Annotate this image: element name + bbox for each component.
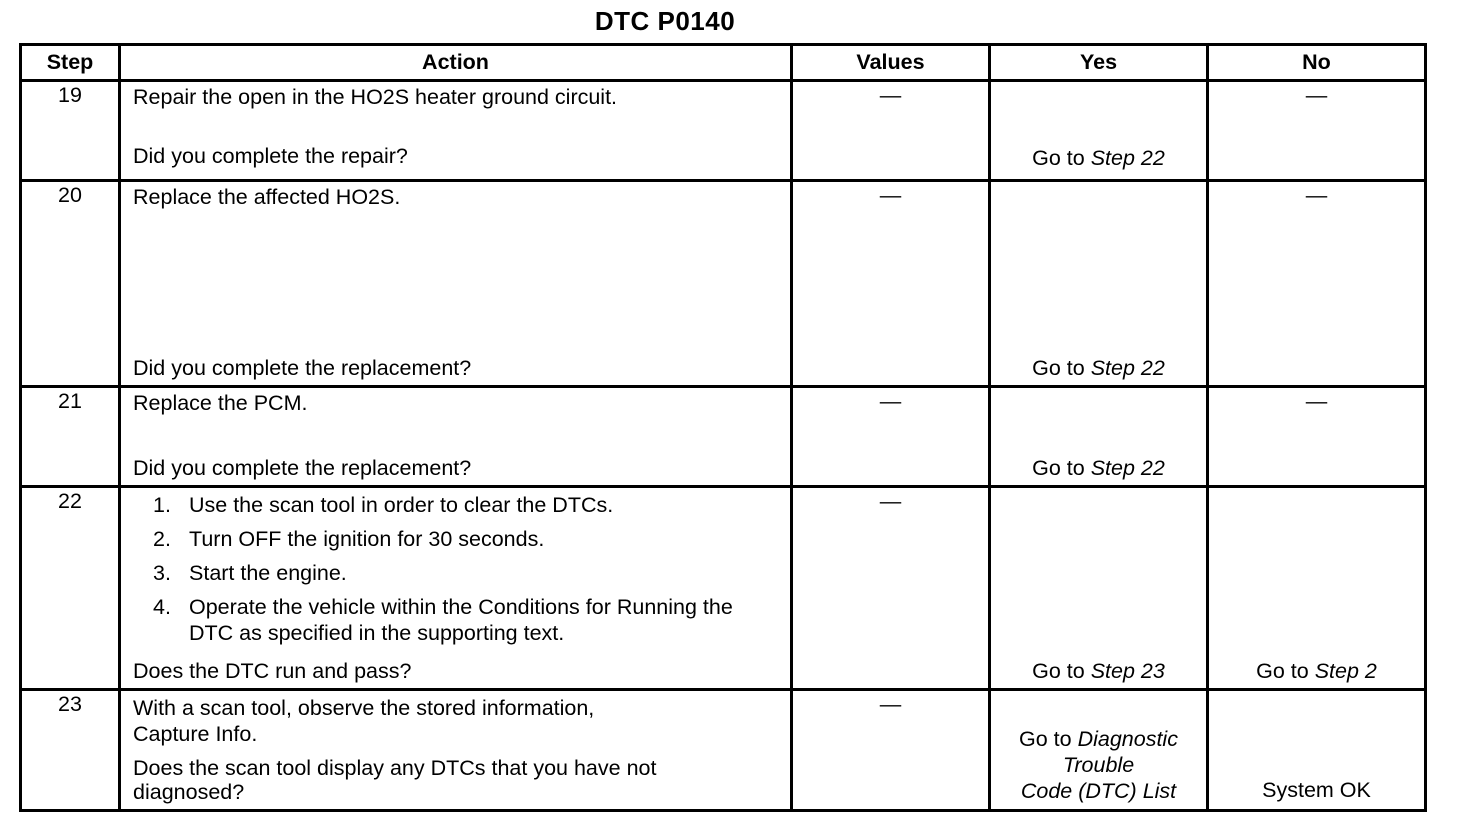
action-cell <box>120 181 792 387</box>
list-item <box>133 492 780 518</box>
yes-goto <box>991 658 1206 685</box>
values-cell <box>792 487 990 690</box>
yes-line <box>991 778 1206 804</box>
list-text: Operate the vehicle within the Conditions for Running the DTC as specified in the supporting text. <box>189 595 733 645</box>
yes-goto <box>991 726 1206 804</box>
action-question: Did you complete the replacement? <box>133 456 472 480</box>
yes-link-part: Trouble <box>1062 753 1135 777</box>
values-cell <box>792 181 990 387</box>
yes-link-part: Code (DTC) List <box>1020 779 1177 803</box>
values-text: — <box>879 389 902 413</box>
header-yes: Yes <box>990 45 1208 81</box>
action-question: Does the DTC run and pass? <box>133 659 412 683</box>
yes-cell <box>990 81 1208 181</box>
list-text: Start the engine. <box>189 561 347 585</box>
yes-step-link: Step 23 <box>1090 659 1165 683</box>
page-title: DTC P0140 <box>594 6 736 36</box>
list-number: 4. <box>153 595 171 619</box>
no-cell <box>1208 487 1426 690</box>
action-line: Capture Info. <box>133 722 258 746</box>
no-cell <box>1208 81 1426 181</box>
list-number: 3. <box>153 561 171 585</box>
action-question <box>133 756 780 804</box>
no-goto <box>1209 658 1424 685</box>
action-instruction: Replace the affected HO2S. <box>133 185 401 209</box>
action-instruction: Replace the PCM. <box>133 391 308 415</box>
list-number: 1. <box>153 493 171 517</box>
list-text: Turn OFF the ignition for 30 seconds. <box>189 527 545 551</box>
header-values: Values <box>792 45 990 81</box>
action-question: Did you complete the replacement? <box>133 356 472 380</box>
yes-cell <box>990 690 1208 811</box>
values-cell <box>792 690 990 811</box>
list-number: 2. <box>153 527 171 551</box>
no-cell <box>1208 690 1426 811</box>
values-cell <box>792 387 990 487</box>
table-row <box>21 487 1426 690</box>
step-number: 19 <box>21 81 120 181</box>
header-step: Step <box>21 45 120 81</box>
list-item <box>133 594 780 646</box>
yes-prefix: Go to <box>1032 146 1091 170</box>
no-cell <box>1208 387 1426 487</box>
action-cell <box>120 690 792 811</box>
step-number: 21 <box>21 387 120 487</box>
header-no: No <box>1208 45 1426 81</box>
yes-cell <box>990 181 1208 387</box>
table-row <box>21 690 1426 811</box>
yes-cell <box>990 387 1208 487</box>
no-text: — <box>1305 83 1328 107</box>
header-action: Action <box>120 45 792 81</box>
step-number: 22 <box>21 487 120 690</box>
action-instruction: Repair the open in the HO2S heater ground circuit. <box>133 85 618 109</box>
action-question: Did you complete the repair? <box>133 144 408 168</box>
no-prefix: Go to <box>1256 659 1315 683</box>
action-cell <box>120 387 792 487</box>
yes-goto <box>991 355 1206 382</box>
action-line: With a scan tool, observe the stored information, <box>133 696 595 720</box>
yes-prefix: Go to <box>1032 456 1091 480</box>
yes-step-link: Step 22 <box>1090 146 1165 170</box>
yes-line <box>991 726 1206 752</box>
no-text: — <box>1305 183 1328 207</box>
yes-prefix: Go to <box>1019 727 1078 751</box>
yes-prefix: Go to <box>1032 659 1091 683</box>
table-header-row <box>21 45 1426 81</box>
table-row <box>21 387 1426 487</box>
yes-line <box>991 752 1206 778</box>
yes-goto <box>991 145 1206 172</box>
values-cell <box>792 81 990 181</box>
yes-goto <box>991 455 1206 482</box>
action-cell <box>120 487 792 690</box>
list-item <box>133 526 780 552</box>
dtc-table <box>19 43 1427 812</box>
no-cell <box>1208 181 1426 387</box>
table-row <box>21 181 1426 387</box>
values-text: — <box>879 489 902 513</box>
list-text: Use the scan tool in order to clear the DTCs. <box>189 493 614 517</box>
yes-prefix: Go to <box>1032 356 1091 380</box>
question-line: Does the scan tool display any DTCs that you have not <box>133 756 657 780</box>
yes-cell <box>990 487 1208 690</box>
question-line: diagnosed? <box>133 780 245 804</box>
no-result: System OK <box>1262 778 1371 802</box>
table-row <box>21 81 1426 181</box>
values-text: — <box>879 692 902 716</box>
yes-step-link: Step 22 <box>1090 456 1165 480</box>
values-text: — <box>879 83 902 107</box>
action-steps <box>133 492 780 654</box>
yes-step-link: Step 22 <box>1090 356 1165 380</box>
yes-link-part: Diagnostic <box>1077 727 1178 751</box>
action-cell <box>120 81 792 181</box>
no-step-link: Step 2 <box>1314 659 1377 683</box>
list-item <box>133 560 780 586</box>
step-number: 23 <box>21 690 120 811</box>
no-text: — <box>1305 389 1328 413</box>
action-instruction <box>133 695 780 747</box>
step-number: 20 <box>21 181 120 387</box>
values-text: — <box>879 183 902 207</box>
